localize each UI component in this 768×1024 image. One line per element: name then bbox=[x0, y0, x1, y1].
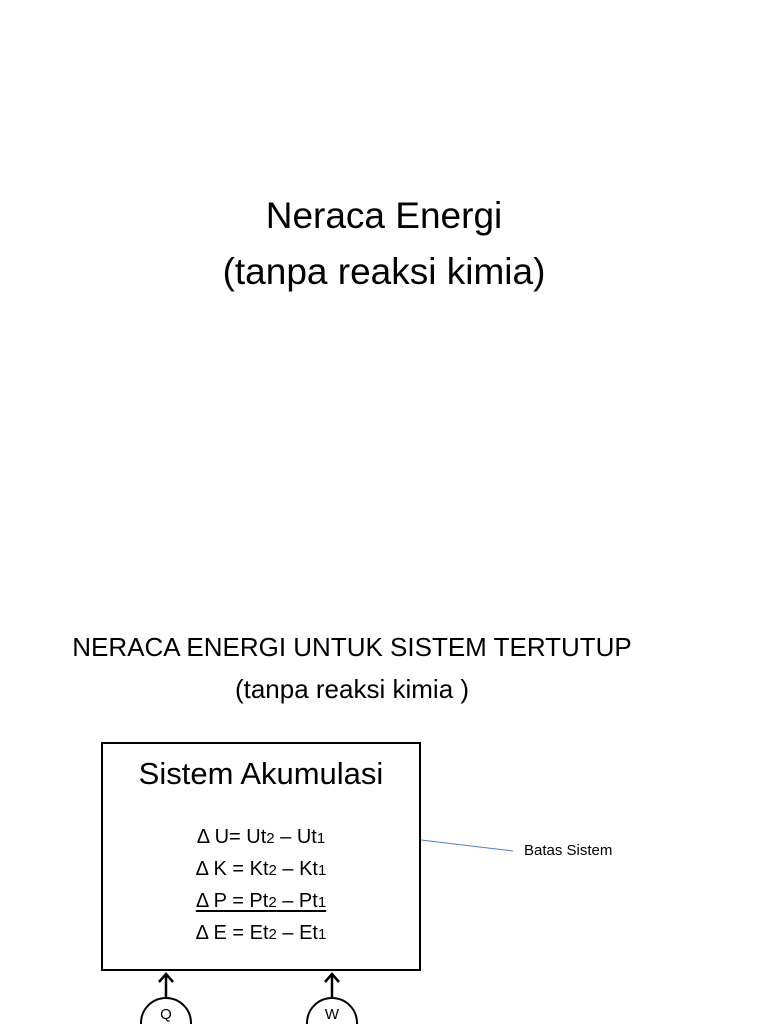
equation-delta-u-sub-2: 2 bbox=[266, 830, 275, 847]
arrow-w-icon bbox=[325, 974, 339, 997]
equation-delta-p-sub-2: 2 bbox=[268, 894, 277, 911]
input-arrows bbox=[0, 576, 768, 1024]
title-line-2: (tanpa reaksi kimia) bbox=[222, 251, 546, 292]
slide-title bbox=[0, 188, 768, 300]
equation-delta-k-lhs: Δ K = Kt bbox=[195, 858, 269, 880]
equation-delta-k-sub-2: 2 bbox=[268, 862, 277, 879]
heading-line-1: NERACA ENERGI UNTUK SISTEM TERTUTUP bbox=[72, 632, 632, 662]
equation-delta-e-sub-1: 1 bbox=[317, 926, 327, 943]
equation-delta-k-mid: – Kt bbox=[276, 858, 318, 880]
heading-line-2: (tanpa reaksi kimia ) bbox=[234, 674, 470, 704]
title-line-1: Neraca Energi bbox=[265, 195, 503, 236]
boundary-label: Batas Sistem bbox=[524, 842, 613, 859]
equation-delta-e-mid: – Et bbox=[276, 922, 318, 944]
equation-delta-u-lhs: Δ U= Ut bbox=[196, 826, 267, 848]
equation-delta-k-sub-1: 1 bbox=[317, 862, 327, 879]
equation-delta-p-sub-1: 1 bbox=[317, 894, 327, 911]
equation-delta-e-lhs: Δ E = Et bbox=[195, 922, 269, 944]
equation-delta-p-lhs: Δ P = Pt bbox=[195, 890, 269, 912]
equation-delta-p-mid: – Pt bbox=[276, 890, 318, 912]
equation-delta-u-sub-1: 1 bbox=[316, 830, 326, 847]
box-title: Sistem Akumulasi bbox=[138, 756, 384, 791]
arrow-q-icon bbox=[159, 974, 173, 997]
work-input-w-label: W bbox=[324, 1006, 340, 1023]
equation-delta-e-sub-2: 2 bbox=[268, 926, 277, 943]
slide-2 bbox=[0, 576, 768, 1024]
equation-delta-u-mid: – Ut bbox=[274, 826, 317, 848]
heat-input-q-label: Q bbox=[160, 1006, 172, 1023]
